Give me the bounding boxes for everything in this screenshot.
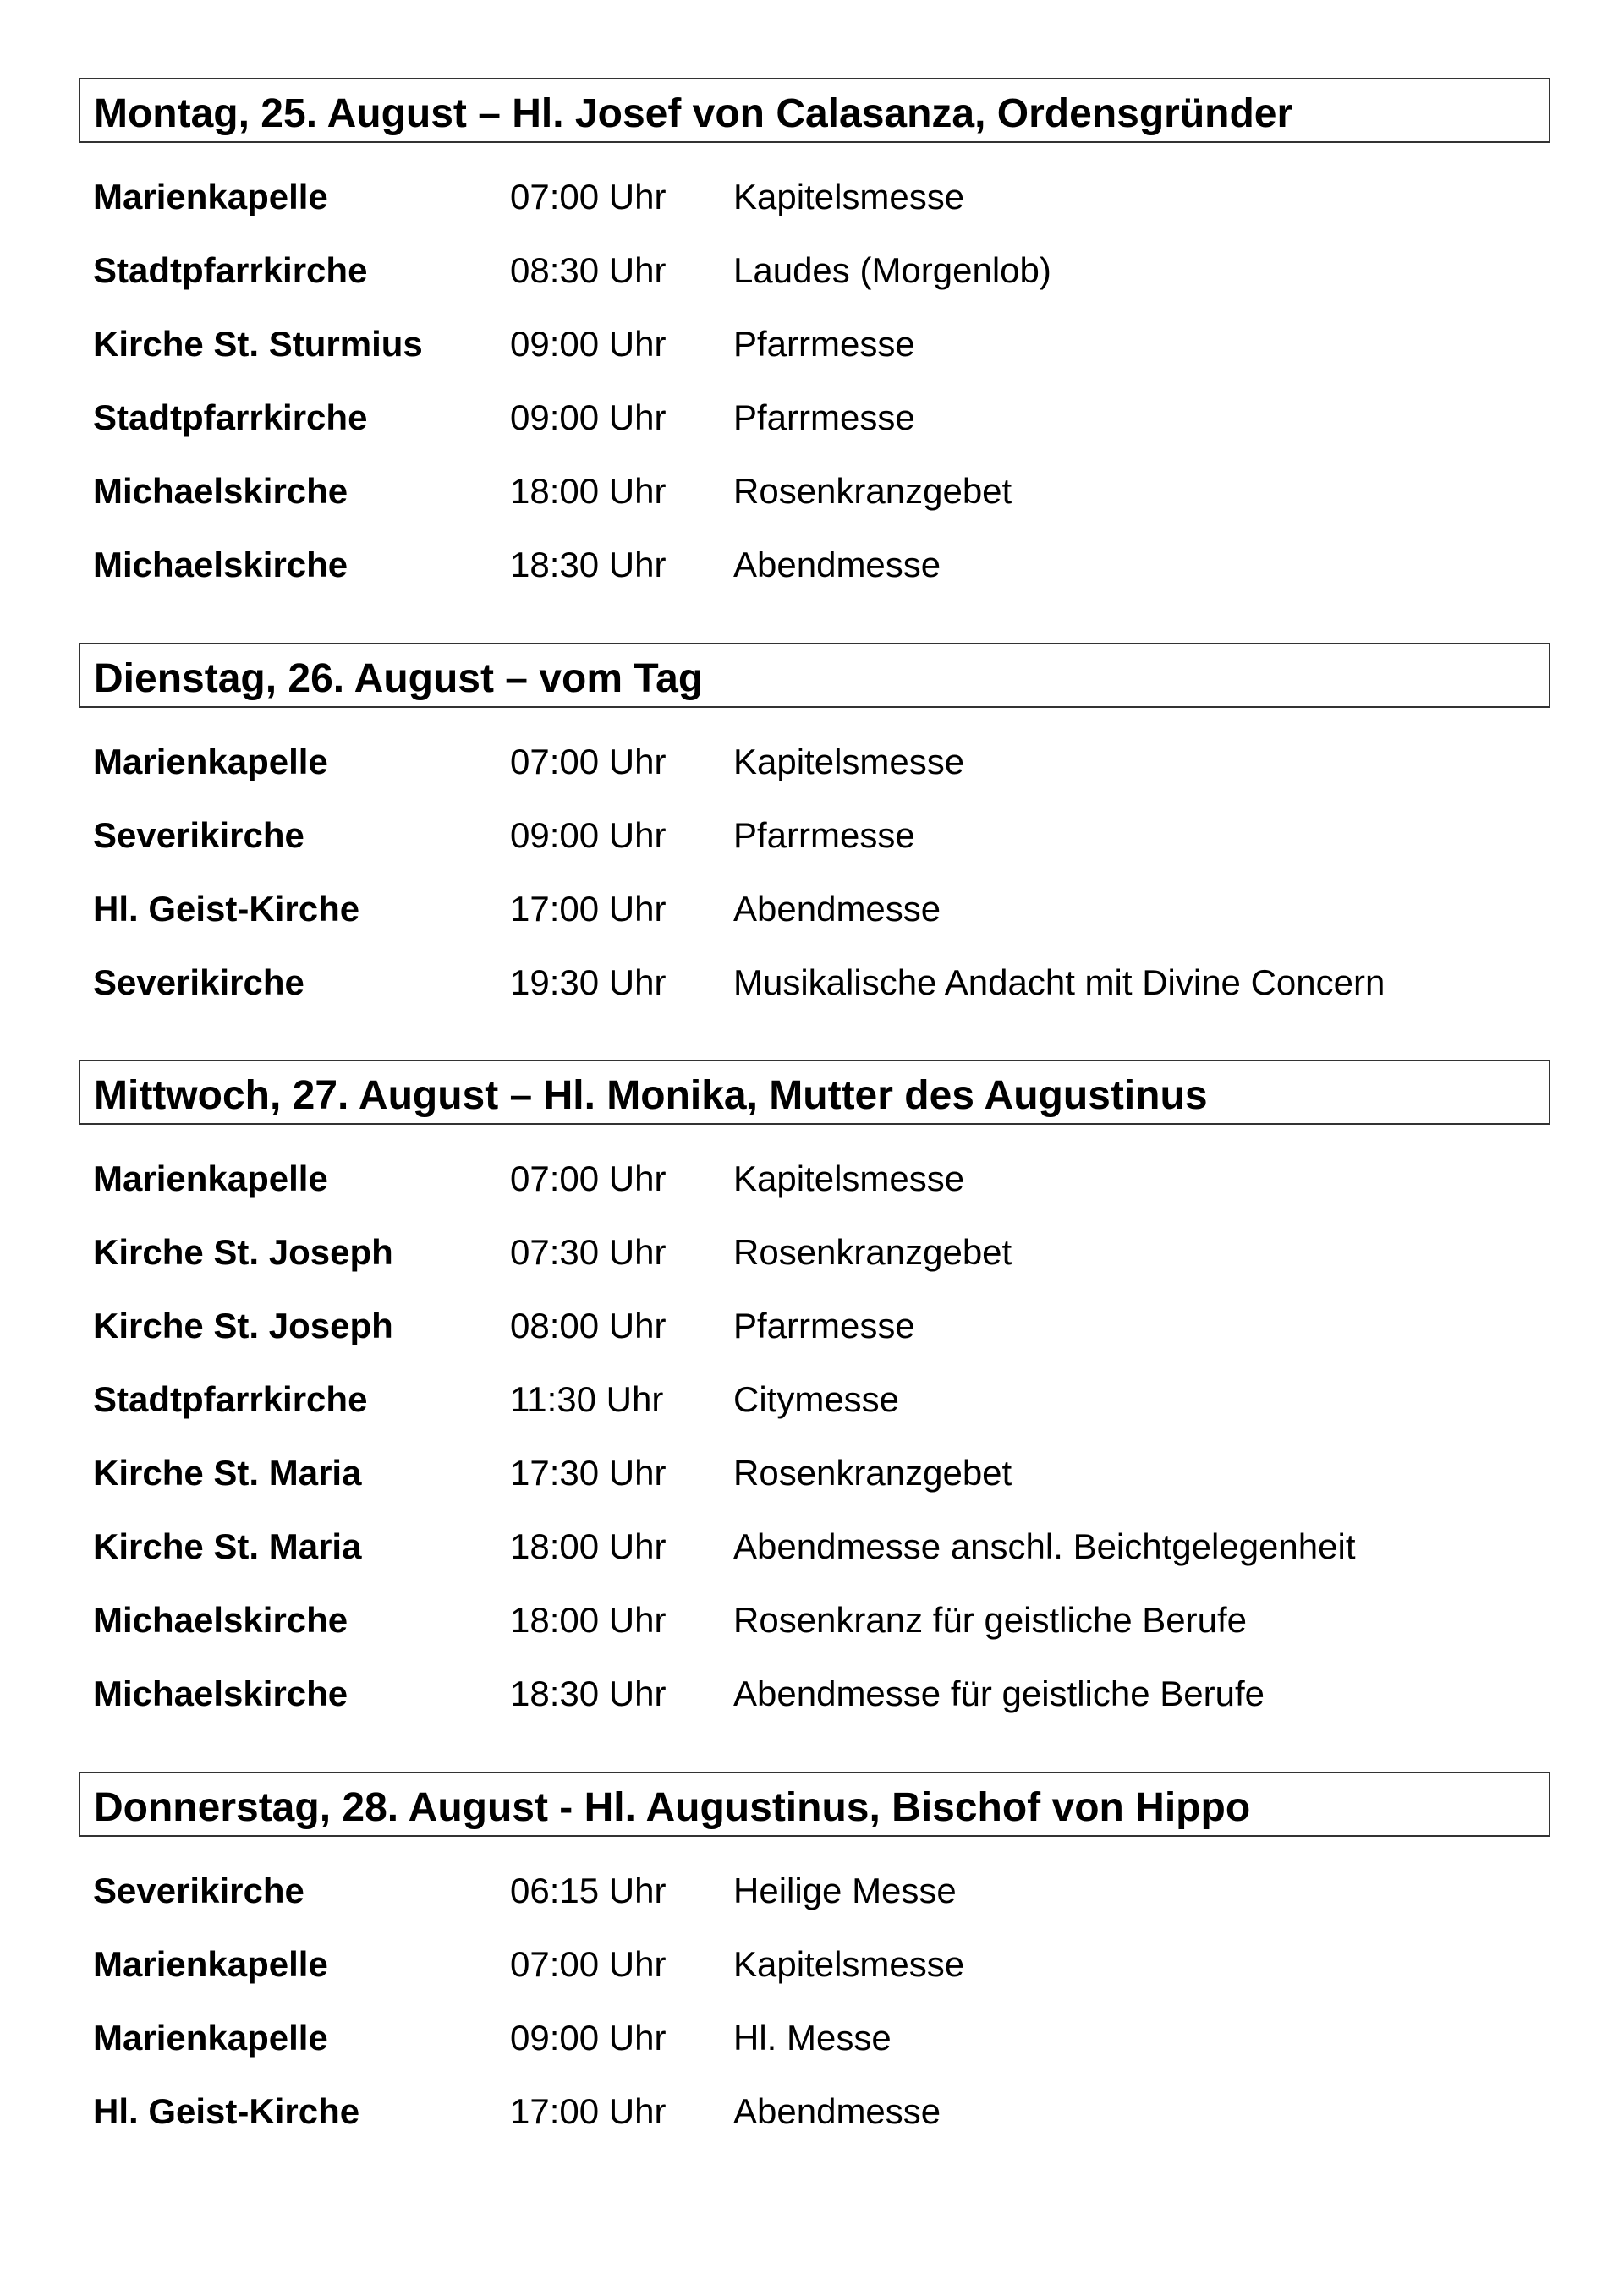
entry-description: Kapitelsmesse <box>733 1159 965 1198</box>
entry-place: Severikirche <box>93 962 304 1002</box>
entry-place: Marienkapelle <box>93 742 328 781</box>
schedule-entry <box>0 737 1624 787</box>
entry-description: Abendmesse für geistliche Berufe <box>733 1674 1265 1713</box>
entry-place: Marienkapelle <box>93 177 328 216</box>
schedule-entry <box>0 1448 1624 1499</box>
entry-place: Severikirche <box>93 1871 304 1910</box>
schedule-entry <box>0 1521 1624 1572</box>
entry-place: Michaelskirche <box>93 471 348 511</box>
entry-description: Pfarrmesse <box>733 815 915 855</box>
entry-time: 07:30 Uhr <box>510 1232 667 1272</box>
entry-place: Marienkapelle <box>93 1944 328 1984</box>
entry-time: 08:30 Uhr <box>510 250 667 290</box>
entry-place: Michaelskirche <box>93 1600 348 1640</box>
entry-description: Abendmesse <box>733 889 941 929</box>
entry-place: Hl. Geist-Kirche <box>93 889 360 929</box>
schedule-entry <box>0 1595 1624 1646</box>
day-header <box>79 1060 1550 1125</box>
entry-description: Hl. Messe <box>733 2018 892 2058</box>
entry-place: Marienkapelle <box>93 1159 328 1198</box>
entry-description: Kapitelsmesse <box>733 742 965 781</box>
entry-time: 17:00 Uhr <box>510 889 667 929</box>
entry-time: 07:00 Uhr <box>510 1159 667 1198</box>
entry-time: 08:00 Uhr <box>510 1306 667 1345</box>
entry-place: Stadtpfarrkirche <box>93 397 368 437</box>
entry-description: Rosenkranzgebet <box>733 1232 1012 1272</box>
entry-description: Abendmesse <box>733 545 941 584</box>
day-title: Montag, 25. August – Hl. Josef von Calasanza, Ordensgründer <box>94 91 1293 136</box>
entry-time: 09:00 Uhr <box>510 2018 667 2058</box>
entry-place: Kirche St. Maria <box>93 1526 362 1566</box>
entry-description: Abendmesse anschl. Beichtgelegenheit <box>733 1526 1356 1566</box>
entry-description: Kapitelsmesse <box>733 1944 965 1984</box>
entry-place: Hl. Geist-Kirche <box>93 2091 360 2131</box>
schedule-entry <box>0 319 1624 370</box>
schedule-entry <box>0 957 1624 1008</box>
entry-time: 18:30 Uhr <box>510 545 667 584</box>
day-title: Mittwoch, 27. August – Hl. Monika, Mutter des Augustinus <box>94 1073 1208 1118</box>
day-header <box>79 1772 1550 1837</box>
entry-description: Rosenkranz für geistliche Berufe <box>733 1600 1247 1640</box>
schedule-entry <box>0 1939 1624 1990</box>
entry-time: 17:00 Uhr <box>510 2091 667 2131</box>
entry-place: Stadtpfarrkirche <box>93 250 368 290</box>
entry-place: Michaelskirche <box>93 1674 348 1713</box>
entry-time: 07:00 Uhr <box>510 1944 667 1984</box>
schedule-entry <box>0 245 1624 296</box>
entry-description: Citymesse <box>733 1379 900 1419</box>
entry-description: Kapitelsmesse <box>733 177 965 216</box>
entry-time: 18:00 Uhr <box>510 1526 667 1566</box>
schedule-entry <box>0 1374 1624 1425</box>
entry-place: Kirche St. Maria <box>93 1453 362 1493</box>
entry-place: Kirche St. Joseph <box>93 1232 393 1272</box>
schedule-entry <box>0 1669 1624 1719</box>
entry-description: Musikalische Andacht mit Divine Concern <box>733 962 1385 1002</box>
entry-place: Kirche St. Joseph <box>93 1306 393 1345</box>
schedule-entry <box>0 2013 1624 2063</box>
schedule-entry <box>0 1866 1624 1916</box>
day-header <box>79 643 1550 708</box>
entry-time: 11:30 Uhr <box>510 1379 664 1419</box>
schedule-entry <box>0 392 1624 443</box>
entry-place: Stadtpfarrkirche <box>93 1379 368 1419</box>
entry-time: 18:30 Uhr <box>510 1674 667 1713</box>
entry-place: Kirche St. Sturmius <box>93 324 423 364</box>
schedule-entry <box>0 884 1624 934</box>
entry-description: Rosenkranzgebet <box>733 1453 1012 1493</box>
schedule-entry <box>0 1153 1624 1204</box>
schedule-entry <box>0 172 1624 222</box>
entry-place: Marienkapelle <box>93 2018 328 2058</box>
schedule-entry <box>0 466 1624 517</box>
entry-time: 18:00 Uhr <box>510 471 667 511</box>
day-title: Dienstag, 26. August – vom Tag <box>94 656 704 701</box>
entry-time: 06:15 Uhr <box>510 1871 667 1910</box>
entry-place: Michaelskirche <box>93 545 348 584</box>
entry-place: Severikirche <box>93 815 304 855</box>
entry-description: Abendmesse <box>733 2091 941 2131</box>
schedule-entry <box>0 1227 1624 1278</box>
entry-time: 07:00 Uhr <box>510 177 667 216</box>
day-title: Donnerstag, 28. August - Hl. Augustinus, Bischof von Hippo <box>94 1785 1251 1830</box>
schedule-entry <box>0 810 1624 861</box>
entry-time: 07:00 Uhr <box>510 742 667 781</box>
entry-time: 09:00 Uhr <box>510 397 667 437</box>
entry-description: Heilige Messe <box>733 1871 957 1910</box>
day-header <box>79 78 1550 143</box>
schedule-entry <box>0 1301 1624 1351</box>
entry-time: 19:30 Uhr <box>510 962 667 1002</box>
entry-time: 18:00 Uhr <box>510 1600 667 1640</box>
entry-description: Pfarrmesse <box>733 397 915 437</box>
schedule-entry <box>0 540 1624 590</box>
entry-description: Laudes (Morgenlob) <box>733 250 1051 290</box>
entry-time: 09:00 Uhr <box>510 815 667 855</box>
entry-description: Pfarrmesse <box>733 1306 915 1345</box>
entry-time: 17:30 Uhr <box>510 1453 667 1493</box>
entry-description: Rosenkranzgebet <box>733 471 1012 511</box>
entry-time: 09:00 Uhr <box>510 324 667 364</box>
entry-description: Pfarrmesse <box>733 324 915 364</box>
schedule-entry <box>0 2086 1624 2137</box>
